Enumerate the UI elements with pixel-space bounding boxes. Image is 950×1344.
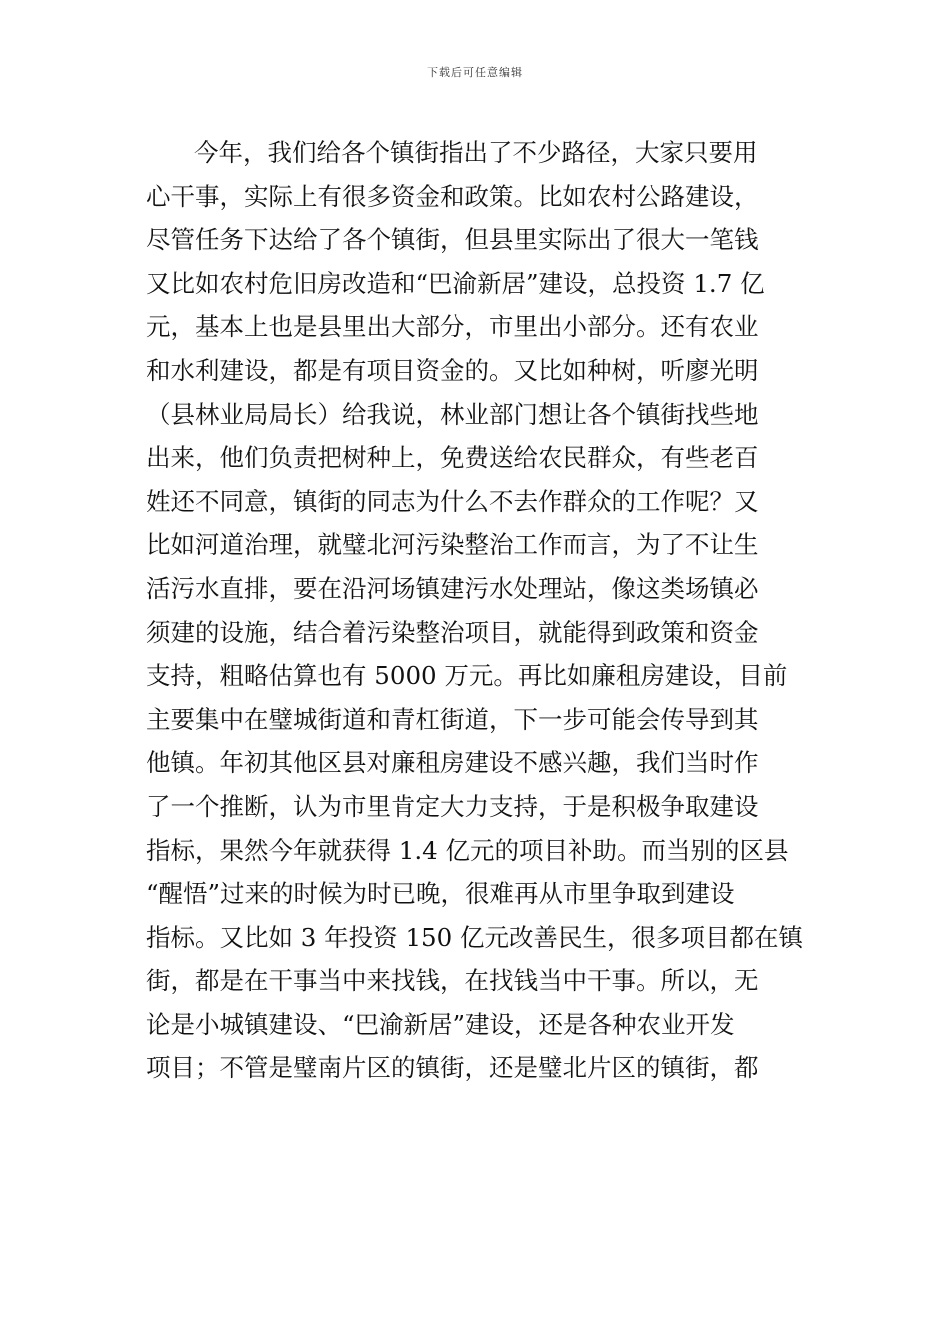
text-line: 活污水直排，要在沿河场镇建污水处理站，像这类场镇必	[146, 573, 759, 603]
text-line: 和水利建设，都是有项目资金的。又比如种树，听廖光明	[146, 355, 759, 385]
text-line: 今年，我们给各个镇街指出了不少路径，大家只要用	[194, 138, 758, 167]
text-line: 指标。又比如 3 年投资 150 亿元改善民生，很多项目都在镇	[146, 922, 803, 952]
text-line: 比如河道治理，就璧北河污染整治工作而言，为了不让生	[146, 530, 759, 560]
text-line: 论是小城镇建设、“巴渝新居”建设，还是各种农业开发	[146, 1009, 735, 1039]
page-header: 下载后可任意编辑	[427, 66, 523, 79]
text-line: 支持，粗略估算也有 5000 万元。再比如廉租房建设，目前	[146, 661, 788, 691]
text-line: 出来，他们负责把树种上，免费送给农民群众，有些老百	[146, 443, 759, 473]
text-line: 了一个推断，认为市里肯定大力支持，于是积极争取建设	[146, 791, 759, 821]
text-line: 街，都是在干事当中来找钱，在找钱当中干事。所以，无	[146, 966, 759, 996]
text-line: 尽管任务下达给了各个镇街，但县里实际出了很大一笔钱	[146, 225, 759, 255]
text-line: 元，基本上也是县里出大部分，市里出小部分。还有农业	[146, 312, 759, 342]
text-line: 又比如农村危旧房改造和“巴渝新居”建设，总投资 1.7 亿	[146, 268, 765, 298]
text-line: 他镇。年初其他区县对廉租房建设不感兴趣，我们当时作	[146, 748, 759, 778]
body-paragraph	[146, 131, 816, 1090]
text-line: “醒悟”过来的时候为时已晚，很难再从市里争取到建设	[146, 879, 735, 909]
text-line: 主要集中在璧城街道和青杠街道，下一步可能会传导到其	[146, 704, 759, 734]
text-line: 心干事，实际上有很多资金和政策。比如农村公路建设，	[146, 181, 759, 211]
text-line: 项目；不管是璧南片区的镇街，还是璧北片区的镇街，都	[146, 1053, 759, 1083]
text-line: 须建的设施，结合着污染整治项目，就能得到政策和资金	[146, 617, 759, 647]
text-line: 指标，果然今年就获得 1.4 亿元的项目补助。而当别的区县	[146, 835, 789, 865]
text-line: 姓还不同意，镇街的同志为什么不去作群众的工作呢？又	[146, 486, 759, 516]
text-line: （县林业局局长）给我说，林业部门想让各个镇街找些地	[146, 399, 759, 429]
